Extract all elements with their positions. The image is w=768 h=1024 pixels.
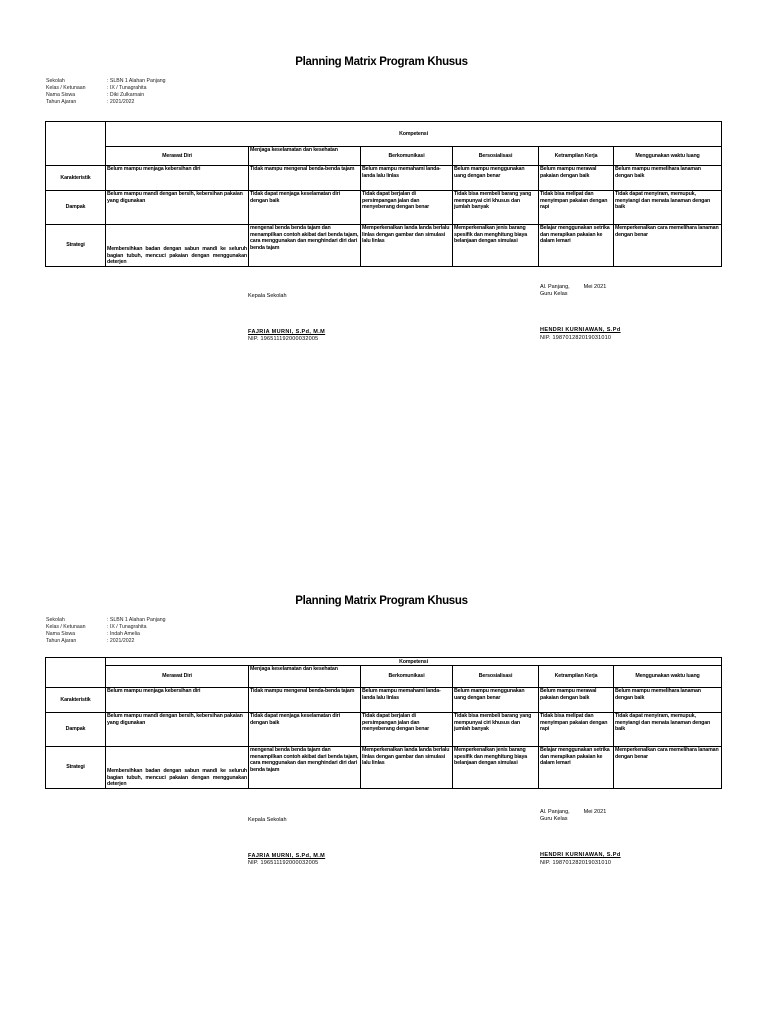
date: Mei 2021 — [583, 284, 607, 290]
signer-name: FAJRIA MURNI, S.Pd, M.M — [248, 853, 326, 860]
table-cell: mengenal benda benda tajam dan menampilkan contoh akibat dari benda tajam, cara menggunakan dan menghindari diri dari benda tajam — [249, 225, 361, 267]
signer-name: FAJRIA MURNI, S.Pd, M.M — [248, 329, 326, 336]
signer-name: HENDRI KURNIAWAN, S.Pd — [540, 327, 621, 334]
table-row — [46, 166, 722, 191]
signer-role: Guru Kelas — [540, 816, 568, 823]
table-cell: Belum mampu menggunakan uang dengan benar — [453, 688, 539, 713]
table-cell: Belum mampu mandi dengan bersih, kebersihan pakaian yang digunakan — [106, 713, 249, 747]
group-header-row — [46, 122, 722, 147]
signer-name: HENDRI KURNIAWAN, S.Pd — [540, 852, 621, 859]
signature-principal — [248, 293, 325, 344]
info-row-year — [46, 99, 166, 106]
signer-role: Kepala Sekolah — [248, 293, 287, 299]
table-cell: Tidak dapat menyiram, memupuk, menyiangi dan menata lanaman dengan baik — [614, 713, 722, 747]
table-cell: Tidak dapat berjalan di persimpangan jalan dan menyeberang dengan benar — [361, 713, 453, 747]
place: Al. Panjang, — [540, 284, 570, 290]
row-header: Dampak — [46, 713, 106, 747]
column-header: Berkomunikasi — [361, 147, 453, 166]
table-cell: Membersihkan badan dengan sabun mandi ke seluruh bagian tubuh, mencuci pakaian dengan menggunakan deterjen — [106, 747, 249, 789]
table-cell: Tidak dapat menjaga keselamatan diri dengan baik — [249, 713, 361, 747]
info-row-school — [46, 78, 166, 85]
info-label: Tahun Ajaran — [46, 638, 77, 645]
info-label: Sekolah — [46, 617, 65, 623]
info-label: Sekolah — [46, 78, 65, 84]
column-header: Menjaga keselamatan dan kesehatan — [249, 147, 361, 166]
info-row-student — [46, 631, 166, 638]
info-row-class — [46, 624, 166, 631]
table-cell: Belum mampu memelihara lanaman dengan baik — [614, 166, 722, 191]
info-value: : IX / Tunagrahita — [107, 85, 147, 92]
table-cell: Tidak mampu mengenal benda-benda tajam — [249, 688, 361, 713]
table-cell: Belum mampu menggunakan uang dengan benar — [453, 166, 539, 191]
info-value: : IX / Tunagrahita — [107, 624, 147, 631]
signer-nip: NIP. 196511192000032005 — [248, 860, 319, 867]
column-header: Bersosialisasi — [453, 666, 539, 688]
table-row — [46, 225, 722, 267]
table-cell: Memperkenalkan cara memelihara lanaman dengan benar — [614, 225, 722, 267]
place-date — [540, 809, 621, 816]
signer-role: Guru Kelas — [540, 291, 568, 298]
info-value: : 2021/2022 — [107, 638, 135, 645]
table-cell: Memperkenalkan cara memelihara lanaman dengan benar — [614, 747, 722, 789]
table-row — [46, 191, 722, 225]
signer-nip: NIP. 196511192000032005 — [248, 336, 319, 343]
table-cell: Belum mampu merawal pakaian dengan baik — [539, 166, 614, 191]
column-header: Menggunakan waktu luang — [614, 666, 722, 688]
row-header: Karakteristik — [46, 166, 106, 191]
column-header: Merawat Diri — [106, 147, 249, 166]
student-info — [46, 617, 166, 645]
info-row-year — [46, 638, 166, 645]
table-cell: Belum mampu menjaga kebersihan diri — [106, 166, 249, 191]
table-cell: Tidak mampu mengenal benda-benda tajam — [249, 166, 361, 191]
table-cell: Tidak dapat menjaga keselamatan diri dengan baik — [249, 191, 361, 225]
table-cell: Tidak bisa membeli barang yang mempunyai ciri khusus dan jumlah banyak — [453, 191, 539, 225]
column-header: Ketrampilan Kerja — [539, 666, 614, 688]
column-header: Bersosialisasi — [453, 147, 539, 166]
table-cell: Belajar menggunakan setrika dan merapikan pakaian ke dalam lemari — [539, 747, 614, 789]
table-cell: Belum mampu menjaga kebersihan diri — [106, 688, 249, 713]
row-header: Strategi — [46, 225, 106, 267]
planning-matrix-table — [45, 121, 722, 267]
table-cell: Belum mampu memelihara lanaman dengan baik — [614, 688, 722, 713]
info-label: Kelas / Ketunaan — [46, 624, 86, 631]
place-date — [540, 284, 621, 291]
table-cell: Belum mampu memahami landa-landa lalu linlas — [361, 688, 453, 713]
table-cell: Memperkenalkan landa landa berlalu linlas dengan gambar dan simulasi lalu linlas — [361, 747, 453, 789]
info-label: Kelas / Ketunaan — [46, 85, 86, 92]
page-title: Planning Matrix Program Khusus — [295, 595, 468, 607]
column-header: Berkomunikasi — [361, 666, 453, 688]
group-header-kompetensi: Kompetensi — [106, 122, 722, 147]
page-title: Planning Matrix Program Khusus — [295, 56, 468, 68]
place: Al. Panjang, — [540, 809, 570, 815]
table-cell: mengenal benda benda tajam dan menampilkan contoh akibat dari benda tajam, cara menggunakan dan menghindari diri dari benda tajam — [249, 747, 361, 789]
info-value: : Indah Amelia — [107, 631, 140, 638]
table-cell: Memperkenalkan landa landa berlalu linlas dengan gambar dan simulasi lalu linlas — [361, 225, 453, 267]
signature-principal — [248, 817, 325, 868]
signer-nip: NIP. 198701282019031010 — [540, 334, 612, 341]
group-header-row — [46, 658, 722, 666]
column-header: Menjaga keselamatan dan kesehatan — [249, 666, 361, 688]
column-header: Menggunakan waktu luang — [614, 147, 722, 166]
info-label: Nama Siswa — [46, 92, 76, 99]
signature-teacher — [540, 809, 621, 867]
corner-cell — [46, 658, 106, 688]
column-header-row — [46, 147, 722, 166]
row-header: Karakteristik — [46, 688, 106, 713]
signer-role: Kepala Sekolah — [248, 817, 287, 823]
table-cell: Tidak dapat berjalan di persimpangan jalan dan menyeberang dengan benar — [361, 191, 453, 225]
table-row — [46, 713, 722, 747]
table-cell: Belum mampu memahami landa-landa lalu linlas — [361, 166, 453, 191]
corner-cell — [46, 122, 106, 166]
info-row-student — [46, 92, 166, 99]
date: Mei 2021 — [583, 809, 607, 815]
signer-nip: NIP. 198701282019031010 — [540, 859, 612, 866]
info-row-class — [46, 85, 166, 92]
table-cell: Tidak dapat menyiram, memupuk, menyiangi dan menata lanaman dengan baik — [614, 191, 722, 225]
table-cell: Belum mampu mandi dengan bersih, kebersihan pakaian yang digunakan — [106, 191, 249, 225]
info-label: Tahun Ajaran — [46, 99, 77, 106]
table-cell: Tidak bisa membeli barang yang mempunyai ciri khusus dan jumlah banyak — [453, 713, 539, 747]
column-header: Merawat Diri — [106, 666, 249, 688]
info-row-school — [46, 617, 166, 624]
info-label: Nama Siswa — [46, 631, 76, 638]
info-value: : SLBN 1 Alahan Panjang — [107, 78, 166, 84]
row-header: Dampak — [46, 191, 106, 225]
planning-matrix-table — [45, 657, 722, 789]
table-row — [46, 688, 722, 713]
table-cell: Memperkenalkan jenis barang spesifik dan menghitung biaya belanjaan dengan simulasi — [453, 225, 539, 267]
table-cell: Membersihkan badan dengan sabun mandi ke seluruh bagian tubuh, mencuci pakaian dengan menggunakan deterjen — [106, 225, 249, 267]
table-cell: Memperkenalkan jenis barang spesifik dan menghitung biaya belanjaan dengan simulasi — [453, 747, 539, 789]
table-cell: Tidak bisa melipat dan menyimpan pakaian dengan rapi — [539, 191, 614, 225]
info-value: : 2021/2022 — [107, 99, 135, 106]
table-cell: Tidak bisa melipat dan menyimpan pakaian dengan rapi — [539, 713, 614, 747]
table-cell: Belum mampu merawal pakaian dengan baik — [539, 688, 614, 713]
signature-teacher — [540, 284, 621, 342]
column-header-row — [46, 666, 722, 688]
row-header: Strategi — [46, 747, 106, 789]
table-row — [46, 747, 722, 789]
column-header: Ketrampilan Kerja — [539, 147, 614, 166]
info-value: : SLBN 1 Alahan Panjang — [107, 617, 166, 623]
info-value: : Diki Zulkarnain — [107, 92, 145, 99]
group-header-kompetensi: Kompetensi — [106, 658, 722, 666]
table-cell: Belajar menggunakan setrika dan merapikan pakaian ke dalam lemari — [539, 225, 614, 267]
student-info — [46, 78, 166, 106]
